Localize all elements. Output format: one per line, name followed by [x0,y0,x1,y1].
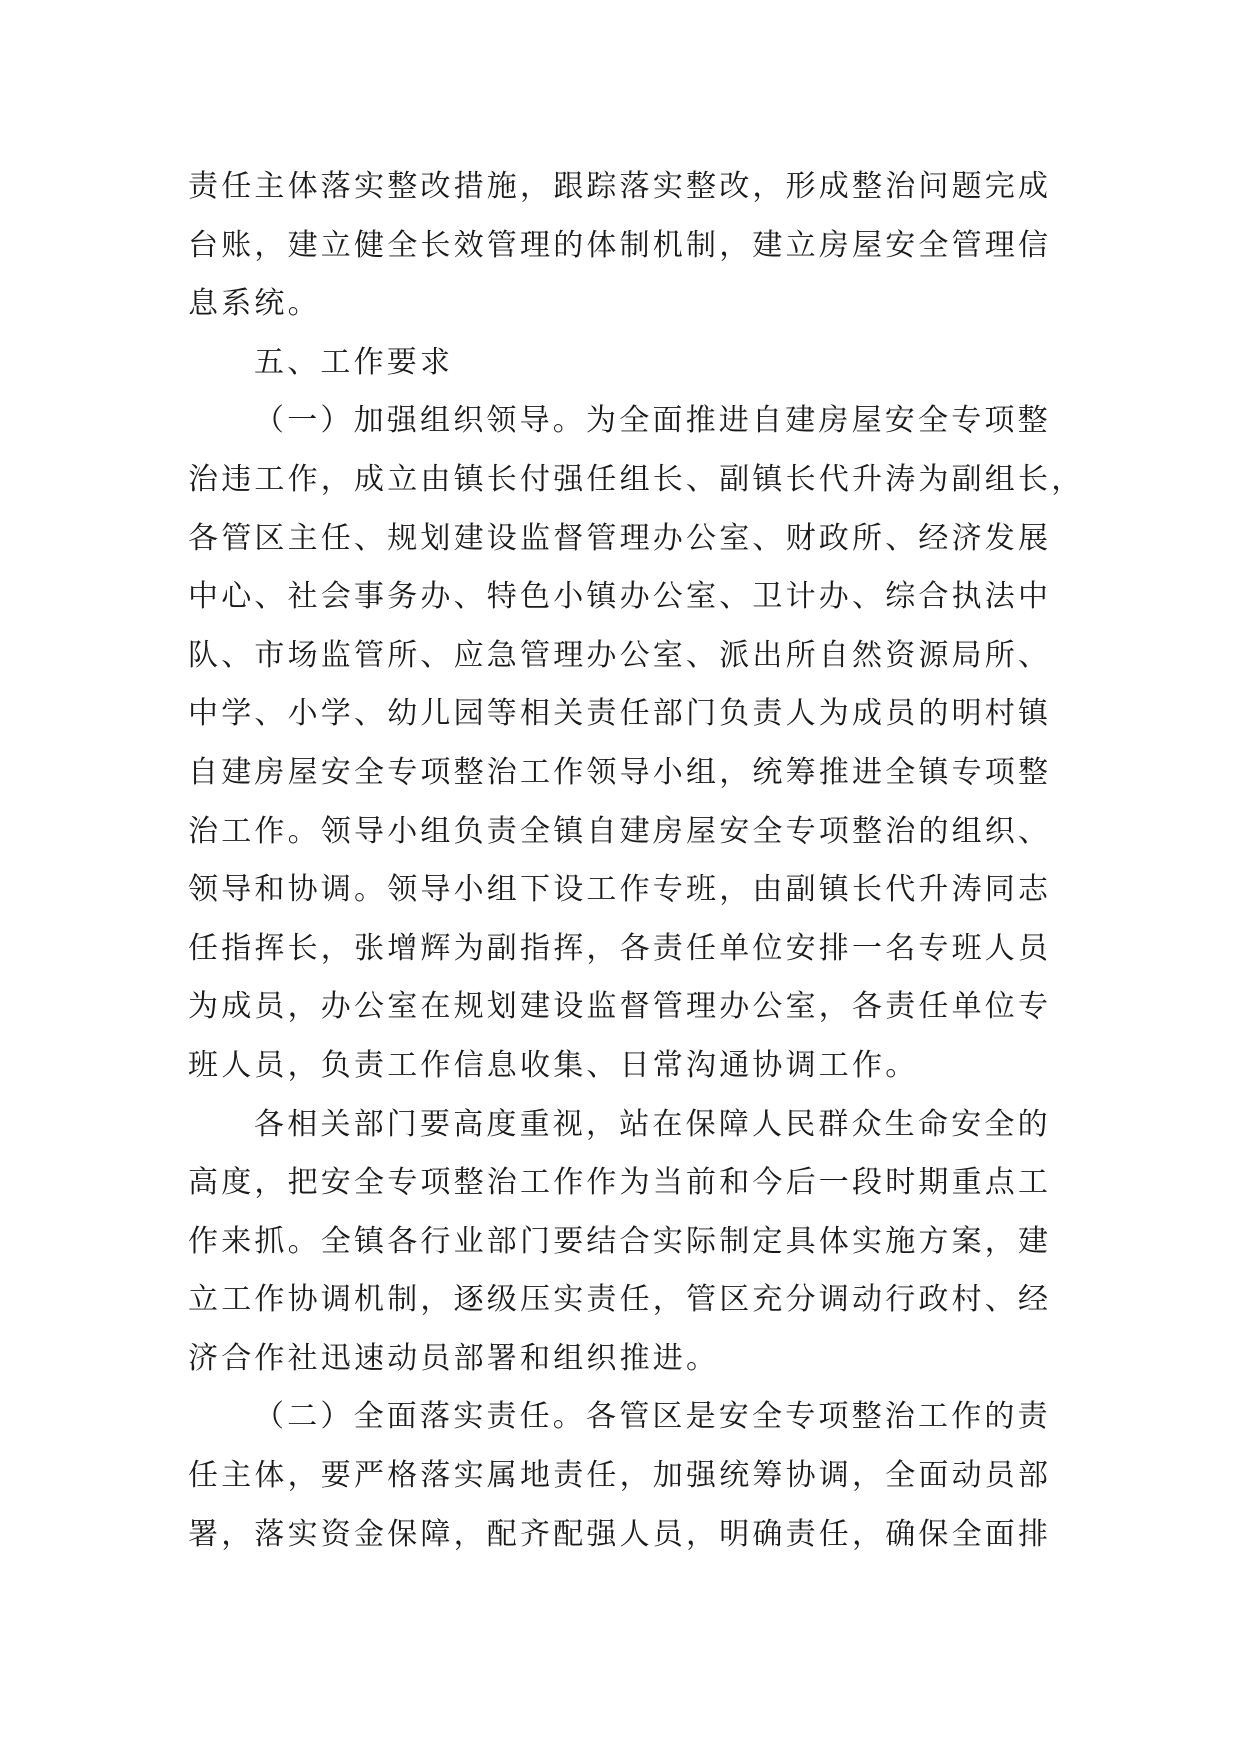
subsection-heading-line: （一）加强组织领导。为全面推进自建房屋安全专项整 [254,403,1051,439]
text-line: 署，落实资金保障，配齐配强人员，明确责任，确保全面排 [188,1516,1052,1552]
text-line: 作来抓。全镇各行业部门要结合实际制定具体实施方案，建 [188,1223,1052,1259]
text-line: 班人员，负责工作信息收集、日常沟通协调工作。 [188,1047,919,1083]
text-line: 治违工作，成立由镇长付强任组长、副镇长代升涛为副组长， [188,461,1085,497]
text-line: 高度，把安全专项整治工作作为当前和今后一段时期重点工 [188,1165,1052,1201]
text-line: 任指挥长，张增辉为副指挥，各责任单位安排一名专班人员 [188,930,1052,966]
text-line: 队、市场监管所、应急管理办公室、派出所自然资源局所、 [188,637,1052,673]
text-line: 领导和协调。领导小组下设工作专班，由副镇长代升涛同志 [188,872,1052,908]
text-line: 济合作社迅速动员部署和组织推进。 [188,1340,720,1376]
text-line: 各管区主任、规划建设监督管理办公室、财政所、经济发展 [188,520,1052,556]
text-line: 任主体，要严格落实属地责任，加强统筹协调，全面动员部 [188,1458,1052,1494]
subsection-heading-line: （二）全面落实责任。各管区是安全专项整治工作的责 [254,1399,1051,1435]
text-line: 台账，建立健全长效管理的体制机制，建立房屋安全管理信 [188,227,1052,263]
text-line: 中心、社会事务办、特色小镇办公室、卫计办、综合执法中 [188,579,1052,615]
document-body [188,158,1085,1564]
text-line: 为成员，办公室在规划建设监督管理办公室，各责任单位专 [188,989,1052,1025]
text-line: 中学、小学、幼儿园等相关责任部门负责人为成员的明村镇 [188,696,1052,732]
text-line: 责任主体落实整改措施，跟踪落实整改，形成整治问题完成 [188,169,1052,204]
text-line: 治工作。领导小组负责全镇自建房屋安全专项整治的组织、 [188,813,1052,849]
section-heading: 五、工作要求 [254,344,454,380]
text-line: 立工作协调机制，逐级压实责任，管区充分调动行政村、经 [188,1282,1052,1318]
text-line: 自建房屋安全专项整治工作领导小组，统筹推进全镇专项整 [188,754,1052,790]
paragraph-first-line: 各相关部门要高度重视，站在保障人民群众生命安全的 [254,1106,1051,1142]
text-line: 息系统。 [188,286,321,322]
